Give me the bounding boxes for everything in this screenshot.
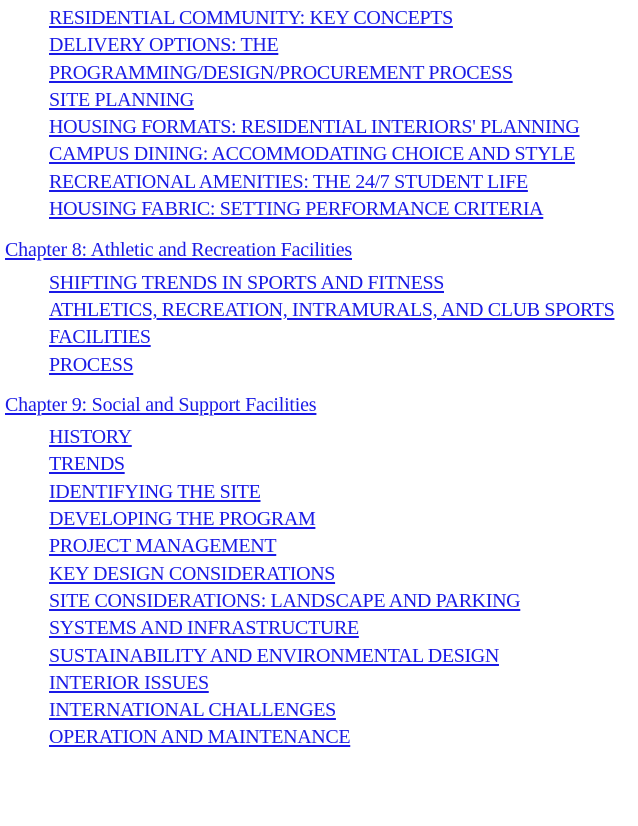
toc-link-interior-issues[interactable]: INTERIOR ISSUES: [49, 671, 209, 694]
toc-link-key-design-considerations[interactable]: KEY DESIGN CONSIDERATIONS: [49, 562, 336, 585]
toc-link-athletics-recreation[interactable]: ATHLETICS, RECREATION, INTRAMURALS, AND CLUB SPORTS: [49, 298, 615, 321]
toc-link-site-planning[interactable]: SITE PLANNING: [49, 88, 194, 111]
toc-link-international-challenges[interactable]: INTERNATIONAL CHALLENGES: [49, 699, 336, 722]
toc-link-residential-community[interactable]: RESIDENTIAL COMMUNITY: KEY CONCEPTS: [49, 7, 453, 29]
table-of-contents: [0, 5, 638, 752]
toc-link-housing-formats[interactable]: HOUSING FORMATS: RESIDENTIAL INTERIORS' PLANNING: [49, 116, 580, 139]
toc-link-chapter-9[interactable]: Chapter 9: Social and Support Facilities: [5, 393, 317, 416]
toc-link-recreational-amenities[interactable]: RECREATIONAL AMENITIES: THE 24/7 STUDENT LIFE: [49, 170, 528, 193]
section-spacer: [0, 379, 638, 392]
chapter-heading-9: [0, 392, 638, 419]
toc-link-campus-dining[interactable]: CAMPUS DINING: ACCOMMODATING CHOICE AND STYLE: [49, 143, 575, 166]
toc-link-delivery-options[interactable]: DELIVERY OPTIONS: THE PROGRAMMING/DESIGN/PROCUREMENT PROCESS: [49, 34, 513, 84]
toc-link-trends[interactable]: TRENDS: [49, 453, 125, 476]
chapter-heading-8: [0, 237, 638, 264]
toc-link-developing-the-program[interactable]: DEVELOPING THE PROGRAM: [49, 508, 316, 531]
toc-link-identifying-the-site[interactable]: IDENTIFYING THE SITE: [49, 480, 261, 503]
toc-link-sustainability[interactable]: SUSTAINABILITY AND ENVIRONMENTAL DESIGN: [49, 644, 499, 667]
toc-link-project-management[interactable]: PROJECT MANAGEMENT: [49, 535, 277, 558]
toc-link-systems-and-infrastructure[interactable]: SYSTEMS AND INFRASTRUCTURE: [49, 617, 359, 640]
toc-link-operation-and-maintenance[interactable]: OPERATION AND MAINTENANCE: [49, 726, 351, 749]
section-list-continued: [0, 5, 638, 223]
toc-link-housing-fabric[interactable]: HOUSING FABRIC: SETTING PERFORMANCE CRITERIA: [49, 198, 544, 221]
toc-link-history[interactable]: HISTORY: [49, 426, 132, 449]
toc-link-facilities[interactable]: FACILITIES: [49, 326, 151, 349]
toc-link-process[interactable]: PROCESS: [49, 353, 134, 376]
toc-link-site-considerations[interactable]: SITE CONSIDERATIONS: LANDSCAPE AND PARKING: [49, 589, 521, 612]
section-list-chapter-8: [0, 270, 638, 379]
toc-link-shifting-trends[interactable]: SHIFTING TRENDS IN SPORTS AND FITNESS: [49, 271, 444, 294]
section-list-chapter-9: [0, 424, 638, 752]
toc-link-chapter-8[interactable]: Chapter 8: Athletic and Recreation Facilities: [5, 239, 353, 262]
